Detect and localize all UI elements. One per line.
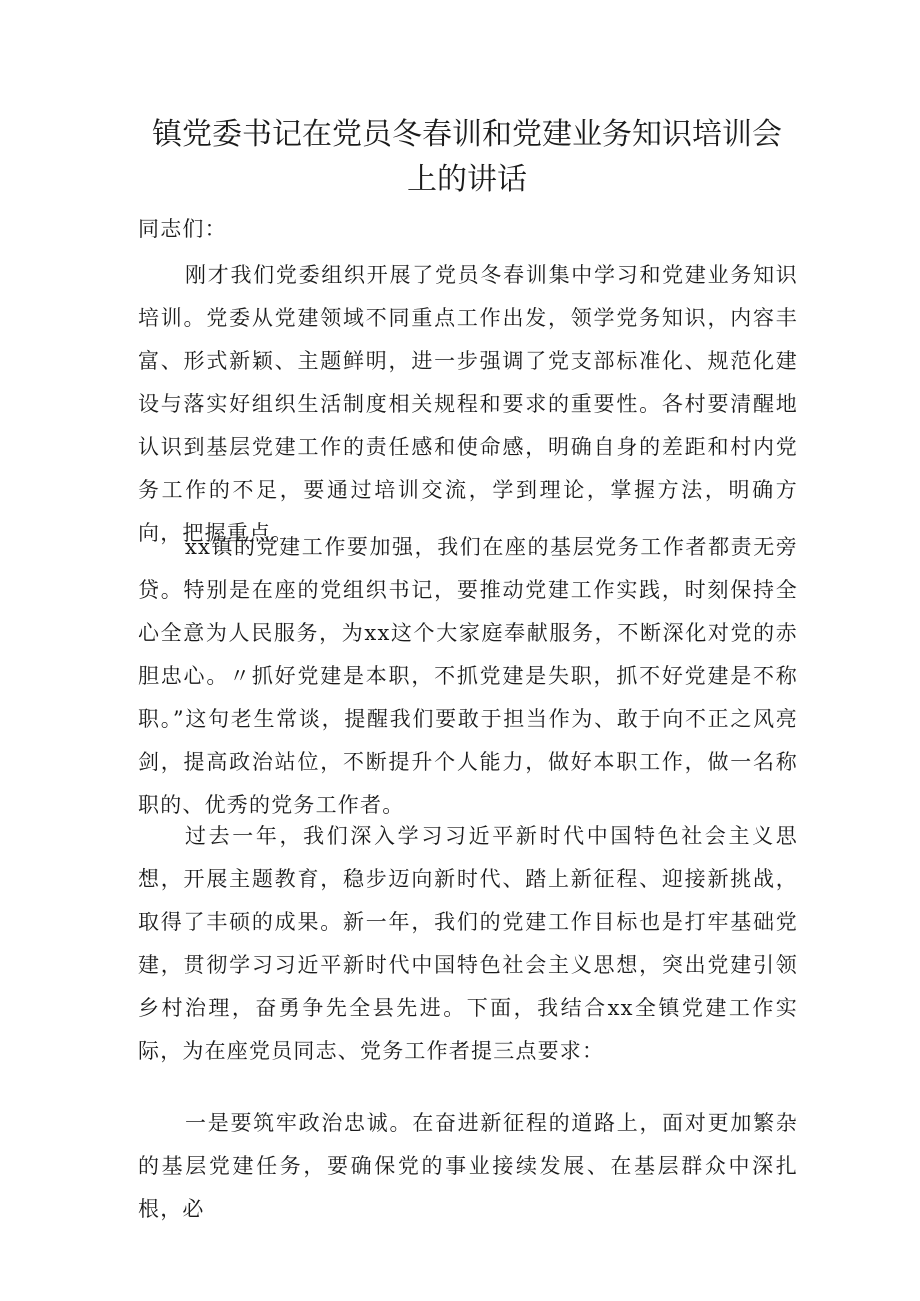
paragraph-4: 一是要筑牢政治忠诚。在奋进新征程的道路上，面对更加繁杂的基层党建任务，要确保党的事业接续发展、在基层群众中深扎根，必 [138,1111,798,1221]
paragraph-1: 刚才我们党委组织开展了党员冬春训集中学习和党建业务知识培训。党委从党建领域不同重点工作出发，领学党务知识，内容丰富、形式新颖、主题鲜明，进一步强调了党支部标准化、规范化建设与落实好组织生活制度相关规程和要求的重要性。各村要清醒地认识到基层党建工作的责任感和使命感，明确自身的差距和村内党务工作的不足，要通过培训交流，学到理论，掌握方法，明确方向，把握重点。 [138,263,798,545]
paragraph-3: 过去一年，我们深入学习习近平新时代中国特色社会主义思想，开展主题教育，稳步迈向新时代、踏上新征程、迎接新挑战，取得了丰硕的成果。新一年，我们的党建工作目标也是打牢基础党建，贯彻学习习近平新时代中国特色社会主义思想，突出党建引领乡村治理，奋勇争先全县先进。下面，我结合xx全镇党建工作实际，为在座党员同志、党务工作者提三点要求： [138,824,798,1063]
paragraph-2: xx镇的党建工作要加强，我们在座的基层党务工作者都责无旁贷。特别是在座的党组织书记，要推动党建工作实践，时刻保持全心全意为人民服务，为xx这个大家庭奉献服务，不断深化对党的赤胆忠心。〃抓好党建是本职，不抓党建是失职，抓不好党建是不称职。”这句老生常谈，提醒我们要敢于担当作为、敢于向不正之风亮剑，提高政治站位，不断提升个人能力，做好本职工作，做一名称职的、优秀的党务工作者。 [138,535,798,817]
salutation: 同志们： [138,217,227,241]
document-title: 镇党委书记在党员冬春训和党建业务知识培训会上的讲话 [152,117,782,197]
